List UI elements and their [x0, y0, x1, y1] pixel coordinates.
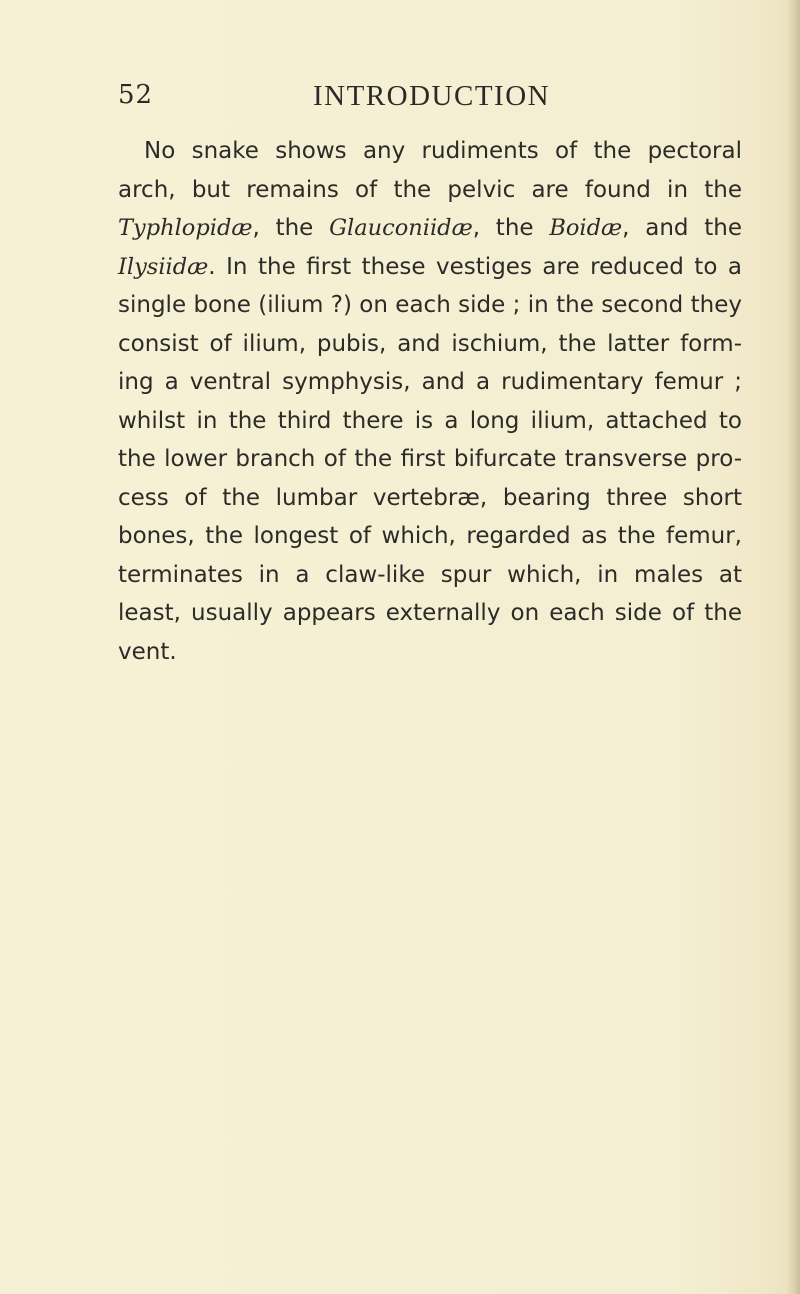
text-segment: . In the first these vestiges are reduced to a — [208, 253, 742, 280]
page-number: 52 — [118, 80, 154, 110]
text-line: terminates in a claw-like spur which, in males at — [118, 561, 742, 588]
body-paragraph — [118, 132, 742, 671]
text-line: least, usually appears externally on each side of the — [118, 600, 742, 626]
text-line: the lower branch of the first bifurcate transverse pro- — [118, 446, 742, 472]
text-segment: , the — [472, 215, 550, 241]
text-segment: , and the — [622, 215, 742, 241]
page-header — [118, 80, 758, 120]
text-line: arch, but remains of the pelvic are found in the — [118, 176, 742, 203]
text-line: cess of the lumbar vertebræ, bearing three short — [118, 484, 742, 511]
taxon-name: Ilysiidæ — [118, 253, 209, 280]
text-line — [118, 248, 742, 287]
text-line: ing a ventral symphysis, and a rudimentary femur ; — [118, 369, 742, 395]
text-line: whilst in the third there is a long ilium, attached to — [118, 407, 742, 434]
text-segment: , the — [252, 215, 330, 241]
taxon-name: Glauconiidæ — [329, 215, 473, 241]
text-line: consist of ilium, pubis, and ischium, the latter form- — [118, 330, 742, 357]
text-line: bones, the longest of which, regarded as the femur, — [118, 523, 742, 549]
page-edge-shadow — [786, 0, 800, 1294]
text-line — [118, 209, 742, 248]
text-line: single bone (ilium ?) on each side ; in the second they — [118, 292, 742, 318]
text-line: No snake shows any rudiments of the pectoral — [144, 138, 742, 164]
taxon-name: Typhlopidæ — [118, 215, 253, 241]
taxon-name: Boidæ — [549, 215, 623, 241]
text-line: vent. — [118, 638, 177, 665]
running-head: INTRODUCTION — [313, 80, 551, 112]
